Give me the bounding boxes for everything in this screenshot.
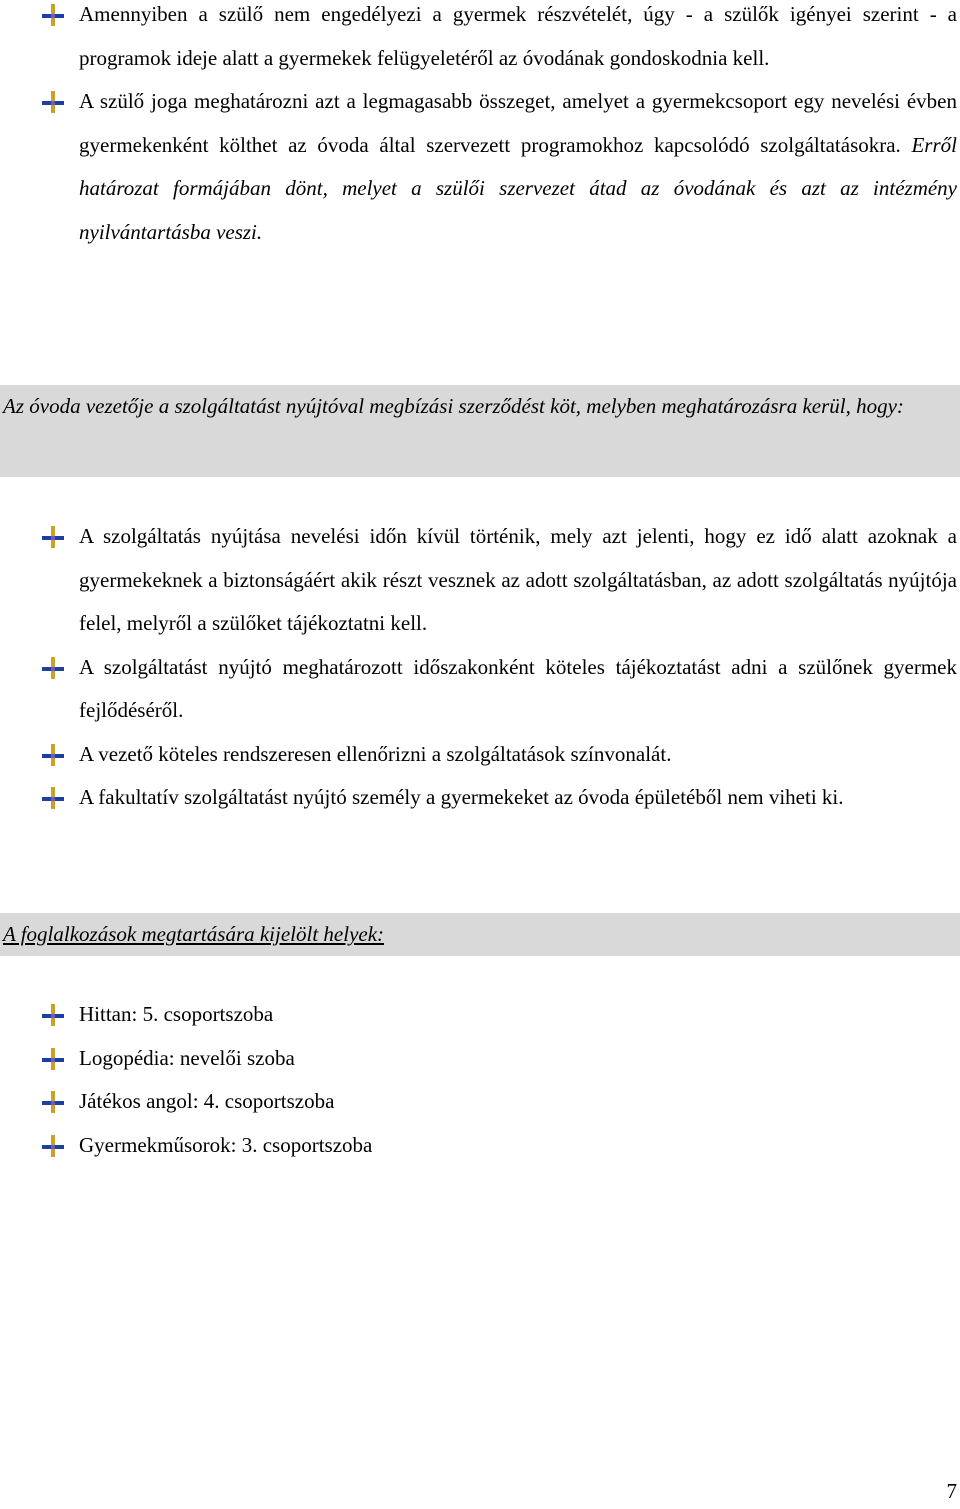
- list-item: [0, 0, 960, 80]
- section-heading-contract: [0, 385, 960, 477]
- bullet-cross-icon: [42, 1004, 64, 1026]
- list-item-text: A szolgáltatást nyújtó meghatározott időszakonként köteles tájékoztatást adni a szülőnek gyermek fejlődéséről.: [79, 654, 957, 722]
- list-item-italic-text: Erről határozat formájában dönt, melyet a szülői szervezet átad az óvodának és azt az intézmény nyilvántartásba veszi.: [79, 132, 957, 244]
- list-item: [0, 1124, 960, 1168]
- bullet-cross-icon: [42, 744, 64, 766]
- section-heading-locations: [0, 913, 960, 956]
- bullet-cross-icon: [42, 787, 64, 809]
- list-section-2: [0, 515, 960, 820]
- list-item-text: A szolgáltatás nyújtása nevelési időn kívül történik, mely azt jelenti, hogy ez idő alatt azoknak a gyermekeknek a biztonságáért akik részt vesznek az adott szolgáltatásban, az adott szolgáltatás nyújtója felel, melyről a szülőket tájékoztatni kell.: [79, 524, 957, 635]
- list-item: [0, 993, 960, 1037]
- bullet-cross-icon: [42, 4, 64, 26]
- list-section-1: [0, 0, 960, 254]
- bullet-cross-icon: [42, 91, 64, 113]
- bullet-cross-icon: [42, 1091, 64, 1113]
- list-item-text: A fakultatív szolgáltatást nyújtó személy a gyermekeket az óvoda épületéből nem viheti ki.: [79, 785, 844, 809]
- heading-text: [3, 913, 957, 956]
- list-item-text: A szülő joga meghatározni azt a legmagasabb összeget, amelyet a gyermekcsoport egy nevelési évben gyermekenként költhet az óvoda által szervezett programokhoz kapcsolódó szolgáltatásokra.: [79, 89, 957, 157]
- list-item-text: Logopédia: nevelői szoba: [79, 1045, 295, 1070]
- heading-text: Az óvoda vezetője a szolgáltatást nyújtóval megbízási szerződést köt, melyben meghatározásra kerül, hogy:: [3, 394, 904, 418]
- list-item-text: Amennyiben a szülő nem engedélyezi a gyermek részvételét, úgy - a szülők igényei szerint - a programok ideje alatt a gyermekek felügyeletéről az óvodának gondoskodnia kell.: [79, 2, 957, 70]
- bullet-cross-icon: [42, 1135, 64, 1157]
- bullet-cross-icon: [42, 526, 64, 548]
- list-item: [0, 1080, 960, 1124]
- heading-text-underlined: A foglalkozások megtartására kijelölt helyek:: [3, 922, 385, 946]
- bullet-cross-icon: [42, 1048, 64, 1070]
- list-item-text: A vezető köteles rendszeresen ellenőrizni a szolgáltatások színvonalát.: [79, 741, 672, 766]
- list-item: [0, 776, 960, 820]
- list-item: [0, 515, 960, 646]
- page-number: 7: [946, 1479, 957, 1503]
- list-item: [0, 1037, 960, 1081]
- list-item-text: Hittan: 5. csoportszoba: [79, 1002, 274, 1026]
- list-item-text: Játékos angol: 4. csoportszoba: [79, 1089, 335, 1113]
- list-item: [0, 646, 960, 733]
- bullet-cross-icon: [42, 657, 64, 679]
- list-section-3: [0, 993, 960, 1167]
- list-item-text: Gyermekműsorok: 3. csoportszoba: [79, 1132, 373, 1157]
- list-item: [0, 733, 960, 777]
- list-item: [0, 80, 960, 254]
